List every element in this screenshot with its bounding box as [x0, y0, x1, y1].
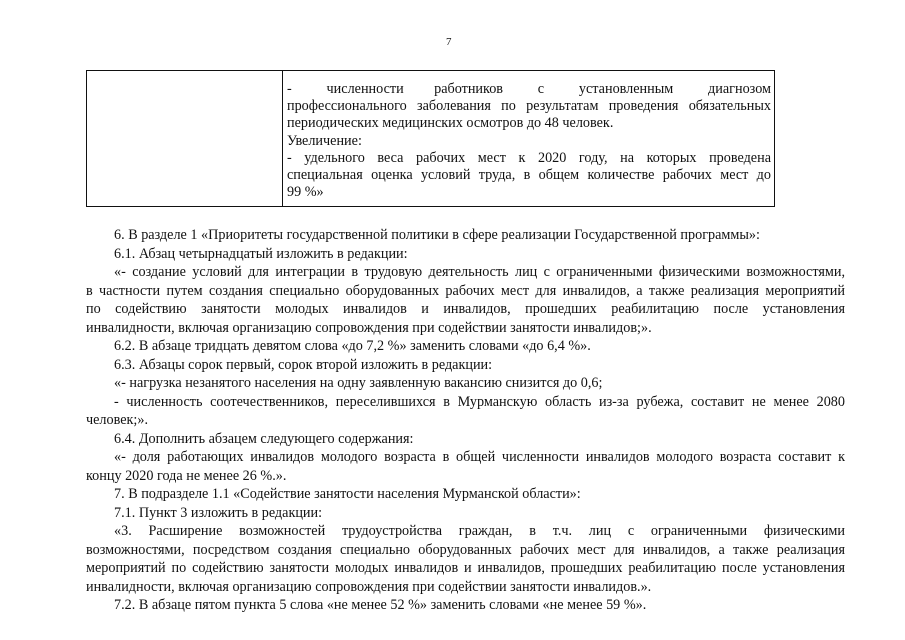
paragraph-6-3: 6.3. Абзацы сорок первый, сорок второй изложить в редакции: — [114, 356, 493, 373]
paragraph-line: инвалидности, включая организацию сопровождения при содействии занятости инвалидов.». — [86, 578, 652, 595]
document-body — [86, 226, 845, 615]
paragraph-line: мероприятий по содействию занятости молодых инвалидов и инвалидов, прошедших реабилитацию после установления — [86, 560, 845, 576]
table-line: 99 %» — [287, 184, 324, 201]
paragraph-7-2: 7.2. В абзаце пятом пункта 5 слова «не менее 52 %» заменить словами «не менее 59 %». — [114, 597, 647, 613]
paragraph-line: - численность соотечественников, переселившихся в Мурманскую область из-за рубежа, составит не менее 2080 — [114, 393, 845, 410]
paragraph-6-4: 6.4. Дополнить абзацем следующего содержания: — [114, 430, 414, 447]
table-line: специальная оценка условий труда, в общем количестве рабочих мест до — [287, 167, 771, 184]
table-line: - удельного веса рабочих мест к 2020 году, на которых проведена — [287, 149, 771, 166]
amendment-table — [86, 70, 775, 207]
paragraph-line: в частности путем создания специально оборудованных рабочих мест для инвалидов, а также реализация мероприятий — [86, 282, 845, 299]
table-line: периодических медицинских осмотров до 48 человек. — [287, 115, 614, 132]
paragraph-6-1: 6.1. Абзац четырнадцатый изложить в редакции: — [114, 245, 408, 262]
paragraph-section-7: 7. В подразделе 1.1 «Содействие занятости населения Мурманской области»: — [114, 486, 581, 502]
paragraph-section-6: 6. В разделе 1 «Приоритеты государственной политики в сфере реализации Государственной программы»: — [114, 227, 760, 243]
table-line: Увеличение: — [287, 132, 362, 149]
paragraph-line: «- нагрузка незанятого населения на одну заявленную вакансию снизится до 0,6; — [114, 375, 603, 391]
paragraph-7-1: 7.1. Пункт 3 изложить в редакции: — [114, 504, 323, 521]
paragraph-line: по содействию занятости молодых инвалидов и инвалидов, прошедших реабилитацию после установления — [86, 301, 845, 317]
paragraph-6-2: 6.2. В абзаце тридцать девятом слова «до 7,2 %» заменить словами «до 6,4 %». — [114, 338, 591, 354]
paragraph-line: концу 2020 года не менее 26 %.». — [86, 467, 287, 484]
paragraph-line: «- доля работающих инвалидов молодого возраста в общей численности инвалидов молодого возраста составит к — [114, 449, 845, 465]
table-line: профессионального заболевания по результатам проведения обязательных — [287, 98, 771, 115]
paragraph-line: человек;». — [86, 412, 148, 428]
paragraph-line: «3. Расширение возможностей трудоустройства граждан, в т.ч. лиц с ограниченными физическими — [114, 523, 845, 539]
table-line: - численности работников с установленным диагнозом — [287, 81, 771, 97]
paragraph-line: «- создание условий для интеграции в трудовую деятельность лиц с ограниченными физическими возможностями, — [114, 264, 845, 280]
paragraph-line: инвалидности, включая организацию сопровождения при содействии занятости инвалидов;». — [86, 319, 652, 336]
table-left-cell — [87, 71, 283, 206]
paragraph-line: возможностями, посредством создания специально оборудованных рабочих мест для инвалидов, а также реализация — [86, 541, 845, 558]
table-right-cell — [283, 71, 774, 206]
page-number: 7 — [446, 36, 452, 48]
